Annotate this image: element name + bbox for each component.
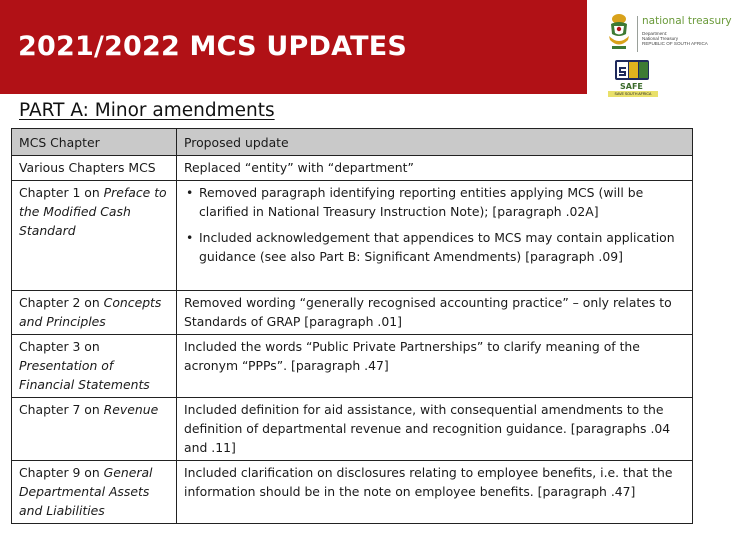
chapter-title: Preface to the Modified Cash Standard	[19, 185, 167, 238]
update-cell: Replaced “entity” with “department”	[177, 156, 693, 181]
chapter-title: General Departmental Assets and Liabilities	[19, 465, 153, 518]
safe-emblem-icon	[613, 58, 653, 82]
logo-divider	[637, 16, 638, 52]
safe-tagline: SAVE SOUTH AFRICA	[608, 91, 658, 97]
safe-word: SAFE	[620, 82, 643, 91]
treasury-line-3: REPUBLIC OF SOUTH AFRICA	[642, 41, 708, 46]
chapter-cell: Various Chapters MCS	[12, 156, 177, 181]
table-row	[12, 398, 693, 461]
title-banner	[0, 0, 587, 94]
chapter-title: Revenue	[103, 402, 159, 417]
table-row	[12, 335, 693, 398]
table-row	[12, 156, 693, 181]
table-row	[12, 291, 693, 335]
update-cell: Removed wording “generally recognised accounting practice” – only relates to Standards of GRAP [paragraph .01]	[177, 291, 693, 335]
column-header-chapter: MCS Chapter	[12, 129, 177, 156]
coat-of-arms-icon	[606, 12, 632, 52]
table-row	[12, 461, 693, 524]
update-cell: Included the words “Public Private Partnerships” to clarify meaning of the acronym “PPPs”. [paragraph .47]	[177, 335, 693, 398]
chapter-cell	[12, 181, 177, 291]
table-header-row	[12, 129, 693, 156]
list-item: • Included acknowledgement that appendices to MCS may contain application guidance (see also Part B: Significant Amendments) [paragraph .09]	[184, 228, 686, 266]
chapter-prefix: Chapter 9 on	[19, 465, 104, 480]
update-cell: Included definition for aid assistance, with consequential amendments to the definition of departmental revenue and recognition guidance. [paragraphs .04 and .11]	[177, 398, 693, 461]
chapter-prefix: Chapter 1 on	[19, 185, 104, 200]
update-bullets	[184, 183, 686, 266]
chapter-cell	[12, 335, 177, 398]
table-row	[12, 181, 693, 291]
list-item: • Removed paragraph identifying reporting entities applying MCS (will be clarified in National Treasury Instruction Note); [paragraph .02A]	[184, 183, 686, 221]
column-header-update: Proposed update	[177, 129, 693, 156]
treasury-line-1: Department:	[642, 31, 668, 36]
update-cell: Included clarification on disclosures relating to employee benefits, i.e. that the information should be in the note on employee benefits. [paragraph .47]	[177, 461, 693, 524]
chapter-prefix: Chapter 3 on	[19, 339, 100, 354]
slide-title: 2021/2022 MCS UPDATES	[18, 31, 408, 62]
chapter-prefix: Chapter 2 on	[19, 295, 104, 310]
logo-area	[600, 8, 732, 98]
amendments-table	[11, 128, 693, 524]
safe-logo	[608, 58, 658, 98]
chapter-title: Concepts and Principles	[19, 295, 162, 329]
chapter-cell	[12, 461, 177, 524]
chapter-cell	[12, 398, 177, 461]
chapter-prefix: Chapter 7 on	[19, 402, 104, 417]
treasury-line-2: National Treasury	[642, 36, 679, 41]
section-heading: PART A: Minor amendments	[19, 100, 275, 121]
national-treasury-logo	[606, 12, 732, 56]
treasury-name: national treasury	[642, 15, 732, 27]
chapter-cell	[12, 291, 177, 335]
update-cell	[177, 181, 693, 291]
chapter-title: Presentation of Financial Statements	[19, 358, 150, 392]
